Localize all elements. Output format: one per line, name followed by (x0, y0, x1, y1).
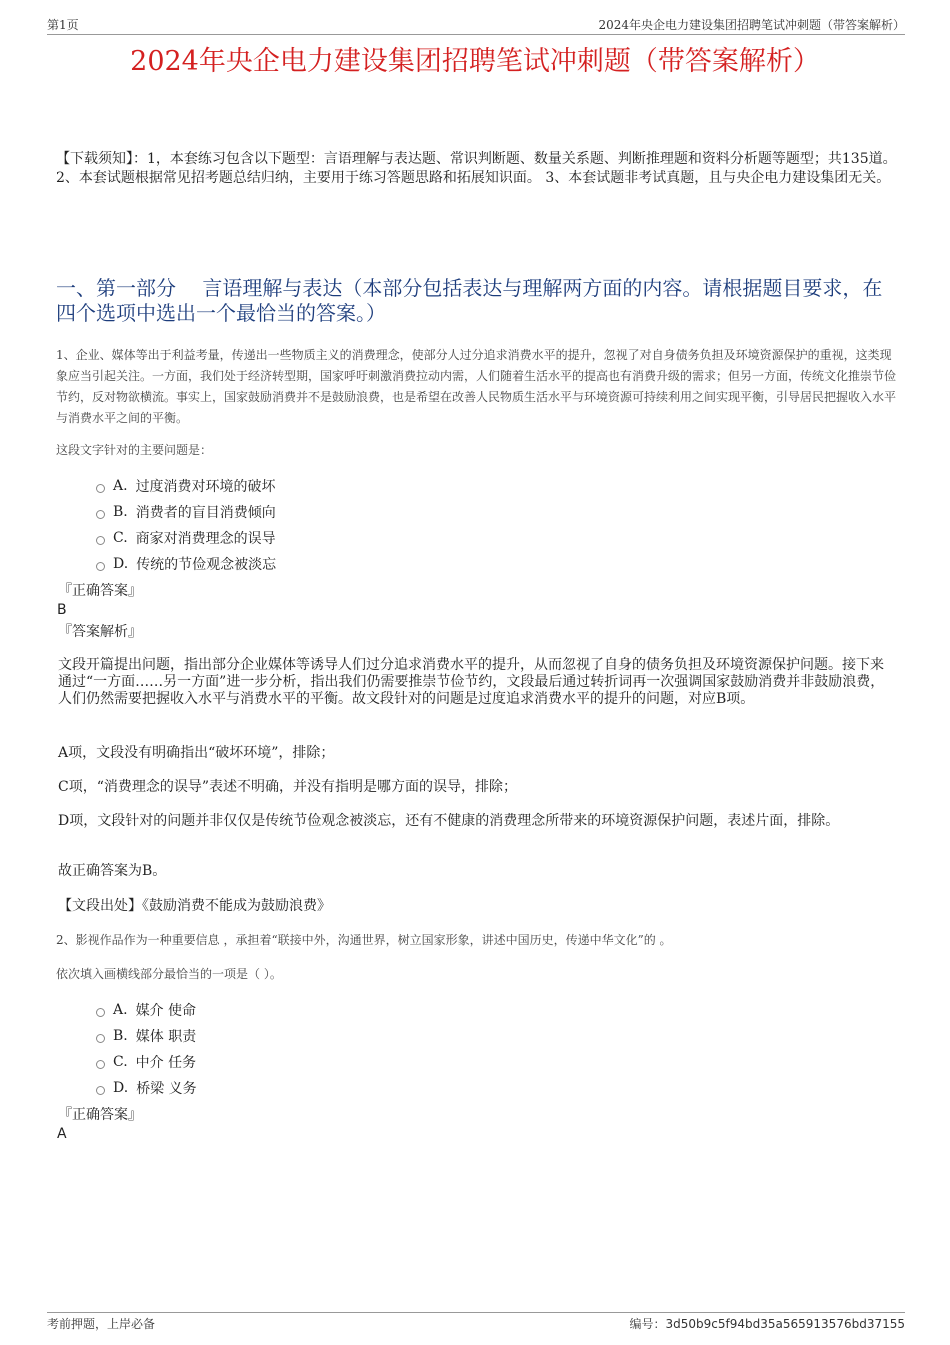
q2-option-d[interactable] (96, 1075, 197, 1101)
option-text: 中介 任务 (135, 1055, 197, 1071)
radio-icon[interactable] (96, 1008, 105, 1017)
option-text: 传统的节俭观念被淡忘 (136, 557, 277, 573)
radio-icon[interactable] (96, 484, 105, 493)
footer-code-label: 编号： (629, 1317, 666, 1331)
question-2-passage: 2、影视作品作为一种重要信息 ，承担着“联接中外，沟通世界，树立国家形象，讲述中国历史，传递中华文化”的 。 (56, 933, 672, 947)
page-number: 第1页 (47, 18, 79, 32)
radio-icon[interactable] (96, 1086, 105, 1095)
q2-answer: A (57, 1126, 67, 1142)
q1-source: 【文段出处】《鼓励消费不能成为鼓励浪费》 (58, 898, 331, 914)
q1-analysis-option-d: D项，文段针对的问题并非仅仅是传统节俭观念被淡忘，还有不健康的消费理念所带来的环境资源保护问题，表述片面，排除。 (58, 813, 840, 829)
q1-answer: B (57, 602, 67, 618)
radio-icon[interactable] (96, 562, 105, 571)
option-letter: A. (113, 478, 128, 494)
q1-option-c[interactable] (96, 525, 276, 551)
question-2-options (96, 997, 197, 1101)
question-1-passage: 1、企业、媒体等出于利益考量，传递出一些物质主义的消费理念，使部分人过分追求消费水平的提升，忽视了对自身债务负担及环境资源保护的重视，这类现象应当引起关注。一方面，我们处于经济转型期，国家呼吁刺激消费拉动内需，人们随着生活水平的提高也有消费升级的需求；但另一方面，传统文化推崇节俭节约，反对物欲横流。事实上，国家鼓励消费并不是鼓励浪费，也是希望在改善人民物质生活水平与环境资源可持续利用之间实现平衡，引导居民把握收入水平与消费水平之间的平衡。 (56, 348, 897, 425)
option-text: 消费者的盲目消费倾向 (135, 505, 276, 521)
page-footer (47, 1312, 905, 1333)
question-2-stem: 依次填入画横线部分最恰当的一项是（ ）。 (56, 967, 282, 981)
section-title: 一、第一部分 言语理解与表达（本部分包括表达与理解两方面的内容。请根据题目要求，在四个选项中选出一个最恰当的答案。） (56, 276, 883, 325)
option-text: 过度消费对环境的破坏 (135, 479, 276, 495)
q1-analysis-conclusion: 故正确答案为B。 (58, 863, 167, 879)
q1-option-a[interactable] (96, 473, 276, 499)
option-text: 媒介 使命 (135, 1003, 197, 1019)
radio-icon[interactable] (96, 1034, 105, 1043)
q1-answer-label: 『正确答案』 (58, 583, 142, 599)
header-doc-title: 2024年央企电力建设集团招聘笔试冲刺题（带答案解析） (598, 18, 905, 32)
option-letter: B. (113, 1028, 128, 1044)
option-letter: A. (113, 1002, 128, 1018)
option-text: 媒体 职责 (135, 1029, 197, 1045)
footer-slogan: 考前押题，上岸必备 (47, 1317, 156, 1331)
q1-option-d[interactable] (96, 551, 276, 577)
page-header (47, 14, 905, 35)
option-letter: B. (113, 504, 128, 520)
radio-icon[interactable] (96, 536, 105, 545)
q2-answer-label: 『正确答案』 (58, 1107, 142, 1123)
option-letter: C. (113, 1054, 128, 1070)
q1-analysis-paragraph: 文段开篇提出问题，指出部分企业媒体等诱导人们过分追求消费水平的提升，从而忽视了自身的债务负担及环境资源保护问题。接下来通过“一方面……另一方面”进一步分析，指出我们仍需要推崇节俭节约，文段最后通过转折词再一次强调国家鼓励消费并非鼓励浪费，人们仍然需要把握收入水平与消费水平的平衡。故文段针对的问题是过度追求消费水平的提升的问题，对应B项。 (58, 657, 885, 707)
footer-code-value: 3d50b9c5f94bd35a565913576bd37155 (665, 1317, 905, 1331)
q1-analysis-option-c: C项，“消费理念的误导”表述不明确，并没有指明是哪方面的误导，排除； (58, 779, 518, 795)
radio-icon[interactable] (96, 510, 105, 519)
question-1-options (96, 473, 276, 577)
q2-option-a[interactable] (96, 997, 197, 1023)
option-letter: C. (113, 530, 128, 546)
download-notice: 【下载须知】：1，本套练习包含以下题型：言语理解与表达题、常识判断题、数量关系题、判断推理题和资料分析题等题型；共135道。 2、本套试题根据常见招考题总结归纳，主要用于练习答题思路和拓展知识面。 3、本套试题非考试真题，且与央企电力建设集团无关。 (56, 151, 897, 186)
q1-option-b[interactable] (96, 499, 276, 525)
option-text: 商家对消费理念的误导 (135, 531, 276, 547)
footer-code (630, 1315, 906, 1332)
q2-option-b[interactable] (96, 1023, 197, 1049)
q2-option-c[interactable] (96, 1049, 197, 1075)
option-letter: D. (113, 1080, 129, 1096)
document-title: 2024年央企电力建设集团招聘笔试冲刺题（带答案解析） (130, 46, 820, 77)
q1-analysis-label: 『答案解析』 (58, 624, 142, 640)
q1-analysis-option-a: A项，文段没有明确指出“破坏环境”，排除； (58, 745, 335, 761)
option-text: 桥梁 义务 (136, 1081, 197, 1097)
option-letter: D. (113, 556, 129, 572)
question-1-stem: 这段文字针对的主要问题是： (56, 443, 213, 457)
radio-icon[interactable] (96, 1060, 105, 1069)
